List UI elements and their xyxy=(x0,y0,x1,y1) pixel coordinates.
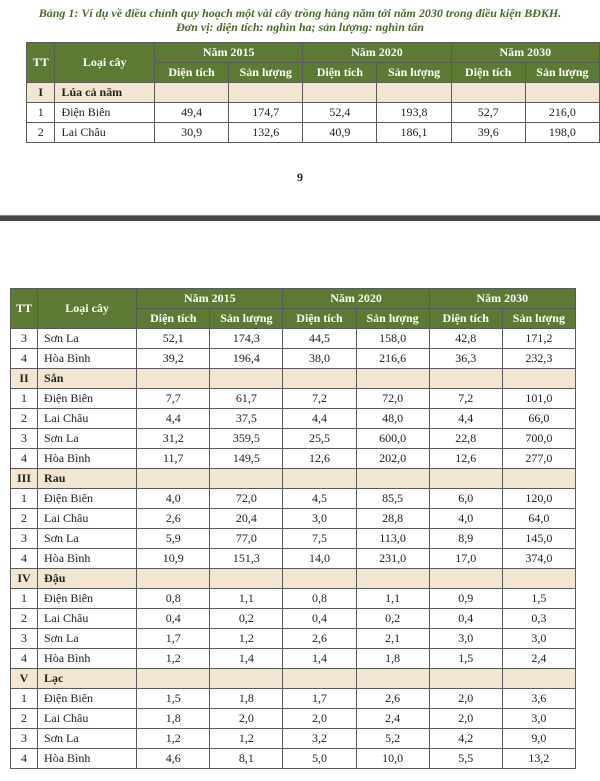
output-2020: 72,0 xyxy=(356,389,429,409)
area-2020: 0,4 xyxy=(283,609,356,629)
table-row xyxy=(11,389,576,409)
province-name: Lai Châu xyxy=(38,709,137,729)
output-2015: 196,4 xyxy=(210,349,283,369)
header-output: Sản lượng xyxy=(229,63,303,83)
group-index: III xyxy=(11,469,38,489)
output-2020: 1,1 xyxy=(356,589,429,609)
caption-units: Đơn vị: diện tích: nghìn ha; sản lượng: nghìn tấn xyxy=(176,20,424,34)
table-row xyxy=(11,409,576,429)
row-index: 1 xyxy=(27,103,55,123)
output-2030: 0,3 xyxy=(502,609,575,629)
area-2030: 1,5 xyxy=(429,649,502,669)
output-2015: 1,1 xyxy=(210,589,283,609)
province-name: Hòa Bình xyxy=(38,549,137,569)
output-2020: 202,0 xyxy=(356,449,429,469)
area-2030: 6,0 xyxy=(429,489,502,509)
row-index: 4 xyxy=(11,549,38,569)
group-empty-cell xyxy=(137,569,210,589)
group-index: IV xyxy=(11,569,38,589)
row-index: 4 xyxy=(11,349,38,369)
group-empty-cell xyxy=(356,669,429,689)
area-2015: 7,7 xyxy=(137,389,210,409)
province-name: Lai Châu xyxy=(38,409,137,429)
crop-table-part-1 xyxy=(26,42,600,143)
header-tt: TT xyxy=(27,43,55,83)
row-index: 2 xyxy=(11,709,38,729)
province-name: Sơn La xyxy=(38,629,137,649)
output-2020: 2,4 xyxy=(356,709,429,729)
output-2030: 2,4 xyxy=(502,649,575,669)
header-year: Năm 2030 xyxy=(429,289,575,309)
output-2020: 2,6 xyxy=(356,689,429,709)
area-2020: 4,5 xyxy=(283,489,356,509)
output-2030: 101,0 xyxy=(502,389,575,409)
table-row xyxy=(11,629,576,649)
province-name: Sơn La xyxy=(38,529,137,549)
province-name: Lai Châu xyxy=(55,123,155,143)
table-row xyxy=(11,609,576,629)
header-year: Năm 2020 xyxy=(303,43,451,63)
output-2015: 61,7 xyxy=(210,389,283,409)
output-2030: 232,3 xyxy=(502,349,575,369)
area-2020: 5,0 xyxy=(283,749,356,769)
header-output: Sản lượng xyxy=(525,63,599,83)
row-index: 2 xyxy=(27,123,55,143)
province-name: Điện Biên xyxy=(38,589,137,609)
table-row xyxy=(11,529,576,549)
area-2030: 2,0 xyxy=(429,689,502,709)
province-name: Sơn La xyxy=(38,429,137,449)
output-2030: 171,2 xyxy=(502,329,575,349)
output-2030: 120,0 xyxy=(502,489,575,509)
table-row xyxy=(27,123,600,143)
row-index: 1 xyxy=(11,489,38,509)
table-row xyxy=(11,589,576,609)
output-2030: 700,0 xyxy=(502,429,575,449)
province-name: Sơn La xyxy=(38,729,137,749)
row-index: 1 xyxy=(11,689,38,709)
area-2020: 0,8 xyxy=(283,589,356,609)
group-empty-cell xyxy=(356,469,429,489)
group-empty-cell xyxy=(356,569,429,589)
output-2015: 1,2 xyxy=(210,729,283,749)
output-2030: 374,0 xyxy=(502,549,575,569)
area-2030: 4,4 xyxy=(429,409,502,429)
table-row xyxy=(11,549,576,569)
output-2015: 132,6 xyxy=(229,123,303,143)
output-2020: 48,0 xyxy=(356,409,429,429)
output-2020: 1,8 xyxy=(356,649,429,669)
area-2015: 1,5 xyxy=(137,689,210,709)
area-2030: 12,6 xyxy=(429,449,502,469)
output-2020: 10,0 xyxy=(356,749,429,769)
header-area: Diện tích xyxy=(303,63,377,83)
group-empty-cell xyxy=(502,469,575,489)
row-index: 2 xyxy=(11,509,38,529)
output-2015: 77,0 xyxy=(210,529,283,549)
area-2030: 52,7 xyxy=(451,103,525,123)
group-row xyxy=(11,369,576,389)
group-name: Lạc xyxy=(38,669,137,689)
area-2015: 2,6 xyxy=(137,509,210,529)
header-area: Diện tích xyxy=(154,63,228,83)
area-2015: 5,9 xyxy=(137,529,210,549)
group-empty-cell xyxy=(137,469,210,489)
group-empty-cell xyxy=(210,669,283,689)
group-empty-cell xyxy=(154,83,228,103)
table-row xyxy=(11,729,576,749)
area-2020: 1,4 xyxy=(283,649,356,669)
province-name: Hòa Bình xyxy=(38,449,137,469)
area-2015: 31,2 xyxy=(137,429,210,449)
output-2015: 8,1 xyxy=(210,749,283,769)
row-index: 3 xyxy=(11,429,38,449)
province-name: Hòa Bình xyxy=(38,749,137,769)
area-2020: 14,0 xyxy=(283,549,356,569)
area-2020: 3,2 xyxy=(283,729,356,749)
table-row xyxy=(11,329,576,349)
header-output: Sản lượng xyxy=(377,63,451,83)
area-2015: 0,8 xyxy=(137,589,210,609)
group-empty-cell xyxy=(283,369,356,389)
area-2030: 0,9 xyxy=(429,589,502,609)
output-2015: 20,4 xyxy=(210,509,283,529)
output-2015: 359,5 xyxy=(210,429,283,449)
header-area: Diện tích xyxy=(451,63,525,83)
table-row xyxy=(27,103,600,123)
area-2030: 5,5 xyxy=(429,749,502,769)
table-row xyxy=(11,749,576,769)
caption-title: Bảng 1: Ví dụ về điều chỉnh quy hoạch một vài cây trồng hàng năm tới năm 2030 trong điều kiện BĐKH. xyxy=(38,6,562,20)
area-2030: 42,8 xyxy=(429,329,502,349)
output-2020: 85,5 xyxy=(356,489,429,509)
output-2015: 174,3 xyxy=(210,329,283,349)
area-2015: 49,4 xyxy=(154,103,228,123)
row-index: 3 xyxy=(11,329,38,349)
area-2030: 0,4 xyxy=(429,609,502,629)
output-2015: 1,8 xyxy=(210,689,283,709)
output-2030: 145,0 xyxy=(502,529,575,549)
area-2015: 1,8 xyxy=(137,709,210,729)
area-2020: 1,7 xyxy=(283,689,356,709)
table-row xyxy=(11,449,576,469)
row-index: 4 xyxy=(11,749,38,769)
output-2015: 72,0 xyxy=(210,489,283,509)
header-year: Năm 2030 xyxy=(451,43,599,63)
area-2015: 10,9 xyxy=(137,549,210,569)
group-empty-cell xyxy=(502,569,575,589)
area-2030: 22,8 xyxy=(429,429,502,449)
header-output: Sản lượng xyxy=(356,309,429,329)
output-2030: 64,0 xyxy=(502,509,575,529)
output-2030: 216,0 xyxy=(525,103,599,123)
header-crop: Loại cây xyxy=(38,289,137,329)
output-2030: 13,2 xyxy=(502,749,575,769)
group-index: I xyxy=(27,83,55,103)
output-2020: 0,2 xyxy=(356,609,429,629)
header-year: Năm 2015 xyxy=(154,43,302,63)
group-index: V xyxy=(11,669,38,689)
row-index: 3 xyxy=(11,529,38,549)
table-row xyxy=(11,709,576,729)
area-2015: 0,4 xyxy=(137,609,210,629)
header-area: Diện tích xyxy=(429,309,502,329)
area-2030: 2,0 xyxy=(429,709,502,729)
group-empty-cell xyxy=(283,469,356,489)
output-2020: 5,2 xyxy=(356,729,429,749)
province-name: Điện Biên xyxy=(55,103,155,123)
area-2015: 39,2 xyxy=(137,349,210,369)
table-caption xyxy=(0,6,600,34)
group-empty-cell xyxy=(502,369,575,389)
header-tt: TT xyxy=(11,289,38,329)
area-2030: 17,0 xyxy=(429,549,502,569)
group-empty-cell xyxy=(429,569,502,589)
group-empty-cell xyxy=(429,469,502,489)
output-2020: 158,0 xyxy=(356,329,429,349)
area-2015: 1,2 xyxy=(137,649,210,669)
area-2020: 3,0 xyxy=(283,509,356,529)
table-row xyxy=(11,649,576,669)
group-row xyxy=(11,469,576,489)
group-index: II xyxy=(11,369,38,389)
table-row xyxy=(11,489,576,509)
output-2020: 216,6 xyxy=(356,349,429,369)
header-output: Sản lượng xyxy=(502,309,575,329)
area-2015: 1,7 xyxy=(137,629,210,649)
output-2030: 9,0 xyxy=(502,729,575,749)
area-2030: 36,3 xyxy=(429,349,502,369)
output-2030: 3,0 xyxy=(502,709,575,729)
area-2030: 4,0 xyxy=(429,509,502,529)
header-year: Năm 2020 xyxy=(283,289,429,309)
area-2020: 44,5 xyxy=(283,329,356,349)
area-2020: 2,0 xyxy=(283,709,356,729)
row-index: 2 xyxy=(11,409,38,429)
area-2015: 4,0 xyxy=(137,489,210,509)
area-2030: 8,9 xyxy=(429,529,502,549)
area-2015: 4,6 xyxy=(137,749,210,769)
group-empty-cell xyxy=(502,669,575,689)
output-2015: 1,2 xyxy=(210,629,283,649)
row-index: 1 xyxy=(11,589,38,609)
province-name: Sơn La xyxy=(38,329,137,349)
group-empty-cell xyxy=(210,469,283,489)
output-2015: 174,7 xyxy=(229,103,303,123)
group-empty-cell xyxy=(429,369,502,389)
group-empty-cell xyxy=(137,669,210,689)
output-2020: 600,0 xyxy=(356,429,429,449)
area-2030: 39,6 xyxy=(451,123,525,143)
group-row xyxy=(27,83,600,103)
table-row xyxy=(11,349,576,369)
province-name: Hòa Bình xyxy=(38,649,137,669)
header-area: Diện tích xyxy=(283,309,356,329)
area-2020: 7,5 xyxy=(283,529,356,549)
group-name: Sắn xyxy=(38,369,137,389)
area-2015: 4,4 xyxy=(137,409,210,429)
group-empty-cell xyxy=(229,83,303,103)
group-empty-cell xyxy=(525,83,599,103)
area-2020: 2,6 xyxy=(283,629,356,649)
group-empty-cell xyxy=(283,669,356,689)
page-number: 9 xyxy=(297,170,303,184)
table-row xyxy=(11,429,576,449)
group-empty-cell xyxy=(356,369,429,389)
header-crop: Loại cây xyxy=(55,43,155,83)
output-2030: 277,0 xyxy=(502,449,575,469)
output-2015: 0,2 xyxy=(210,609,283,629)
area-2015: 52,1 xyxy=(137,329,210,349)
header-area: Diện tích xyxy=(137,309,210,329)
output-2030: 3,6 xyxy=(502,689,575,709)
output-2020: 2,1 xyxy=(356,629,429,649)
table-row xyxy=(11,689,576,709)
area-2015: 1,2 xyxy=(137,729,210,749)
crop-table-part-2 xyxy=(10,288,576,769)
output-2030: 1,5 xyxy=(502,589,575,609)
area-2015: 30,9 xyxy=(154,123,228,143)
row-index: 4 xyxy=(11,649,38,669)
area-2030: 7,2 xyxy=(429,389,502,409)
header-year: Năm 2015 xyxy=(137,289,283,309)
group-empty-cell xyxy=(377,83,451,103)
row-index: 3 xyxy=(11,629,38,649)
area-2020: 38,0 xyxy=(283,349,356,369)
output-2015: 1,4 xyxy=(210,649,283,669)
area-2030: 4,2 xyxy=(429,729,502,749)
row-index: 2 xyxy=(11,609,38,629)
area-2020: 25,5 xyxy=(283,429,356,449)
output-2015: 2,0 xyxy=(210,709,283,729)
group-name: Đậu xyxy=(38,569,137,589)
output-2015: 149,5 xyxy=(210,449,283,469)
group-empty-cell xyxy=(210,569,283,589)
group-empty-cell xyxy=(429,669,502,689)
page-divider xyxy=(0,215,600,221)
province-name: Điện Biên xyxy=(38,489,137,509)
area-2020: 40,9 xyxy=(303,123,377,143)
group-empty-cell xyxy=(303,83,377,103)
group-empty-cell xyxy=(137,369,210,389)
output-2020: 113,0 xyxy=(356,529,429,549)
output-2020: 193,8 xyxy=(377,103,451,123)
output-2015: 37,5 xyxy=(210,409,283,429)
area-2020: 7,2 xyxy=(283,389,356,409)
area-2020: 52,4 xyxy=(303,103,377,123)
output-2030: 66,0 xyxy=(502,409,575,429)
province-name: Lai Châu xyxy=(38,609,137,629)
group-row xyxy=(11,569,576,589)
output-2030: 3,0 xyxy=(502,629,575,649)
header-output: Sản lượng xyxy=(210,309,283,329)
province-name: Điện Biên xyxy=(38,389,137,409)
output-2030: 198,0 xyxy=(525,123,599,143)
area-2030: 3,0 xyxy=(429,629,502,649)
province-name: Điện Biên xyxy=(38,689,137,709)
group-name: Lúa cả năm xyxy=(55,83,155,103)
table-row xyxy=(11,509,576,529)
output-2020: 231,0 xyxy=(356,549,429,569)
group-empty-cell xyxy=(210,369,283,389)
row-index: 3 xyxy=(11,729,38,749)
province-name: Hòa Bình xyxy=(38,349,137,369)
area-2020: 12,6 xyxy=(283,449,356,469)
group-name: Rau xyxy=(38,469,137,489)
group-row xyxy=(11,669,576,689)
province-name: Lai Châu xyxy=(38,509,137,529)
group-empty-cell xyxy=(283,569,356,589)
output-2020: 186,1 xyxy=(377,123,451,143)
area-2015: 11,7 xyxy=(137,449,210,469)
output-2015: 151,3 xyxy=(210,549,283,569)
group-empty-cell xyxy=(451,83,525,103)
row-index: 1 xyxy=(11,389,38,409)
output-2020: 28,8 xyxy=(356,509,429,529)
area-2020: 4,4 xyxy=(283,409,356,429)
row-index: 4 xyxy=(11,449,38,469)
